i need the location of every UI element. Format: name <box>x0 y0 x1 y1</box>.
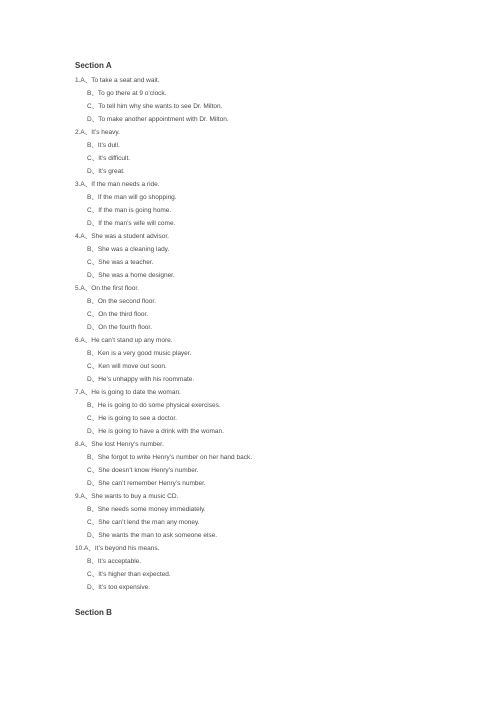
question-number: 3. <box>75 181 81 188</box>
answer-option: C、On the third floor. <box>87 311 149 318</box>
question-1 <box>75 74 475 126</box>
answer-option: D、She can’t remember Henry’s number. <box>87 480 206 487</box>
question-number: 10. <box>75 545 85 552</box>
question-9-first-line <box>75 490 475 503</box>
answer-option: C、If the man is going home. <box>87 207 172 214</box>
question-4-first-line <box>75 230 475 243</box>
answer-option: D、It’s great. <box>87 168 125 175</box>
answer-option: A、She wants to buy a music CD. <box>80 493 179 500</box>
question-9 <box>75 490 475 542</box>
question-3 <box>75 178 475 230</box>
answer-option: A、It’s heavy. <box>80 129 120 136</box>
answer-option: C、She can’t lend the man any money. <box>87 519 200 526</box>
question-8-first-line <box>75 438 475 451</box>
question-number: 5. <box>75 285 81 292</box>
question-2 <box>75 126 475 178</box>
answer-option: C、It’s higher than expected. <box>87 571 171 578</box>
answer-option: D、On the fourth floor. <box>87 324 153 331</box>
answer-option: C、Ken will move out soon. <box>87 363 167 370</box>
answer-option: D、He is going to have a drink with the woman. <box>87 428 224 435</box>
answer-option: C、To tell him why she wants to see Dr. Milton. <box>87 103 223 110</box>
answer-option: B、To go there at 9 o’clock. <box>87 90 167 97</box>
question-4 <box>75 230 475 282</box>
answer-option: D、It’s too expensive. <box>87 584 151 591</box>
answer-option: C、She was a teacher. <box>87 259 154 266</box>
answer-option: C、She doesn’t know Henry’s number. <box>87 467 199 474</box>
question-number: 1. <box>75 77 81 84</box>
question-list <box>75 74 475 594</box>
question-number: 7. <box>75 389 81 396</box>
answer-option: B、On the second floor. <box>87 298 157 305</box>
answer-option: A、If the man needs a ride. <box>80 181 160 188</box>
answer-option: A、He is going to date the woman. <box>80 389 181 396</box>
question-5-first-line <box>75 282 475 295</box>
answer-option: B、She forgot to write Henry’s number on her hand back. <box>87 454 252 461</box>
question-6-first-line <box>75 334 475 347</box>
answer-option: B、He is going to do some physical exercises. <box>87 402 221 409</box>
answer-option: B、It’s acceptable. <box>87 558 142 565</box>
question-3-first-line <box>75 178 475 191</box>
question-number: 8. <box>75 441 81 448</box>
answer-option: A、To take a seat and wait. <box>80 77 160 84</box>
section-a-heading: Section A <box>75 61 112 70</box>
question-number: 2. <box>75 129 81 136</box>
answer-option: C、He is going to see a doctor. <box>87 415 177 422</box>
answer-option: B、She was a cleaning lady. <box>87 246 170 253</box>
question-5 <box>75 282 475 334</box>
answer-option: A、It’s beyond his means. <box>84 545 160 552</box>
question-8 <box>75 438 475 490</box>
question-1-first-line <box>75 74 475 87</box>
question-6 <box>75 334 475 386</box>
answer-option: C、It’s difficult. <box>87 155 131 162</box>
question-2-first-line <box>75 126 475 139</box>
answer-option: A、She was a student advisor. <box>80 233 169 240</box>
answer-option: A、On the first floor. <box>80 285 139 292</box>
question-number: 9. <box>75 493 81 500</box>
answer-option: A、He can’t stand up any more. <box>80 337 173 344</box>
answer-option: D、She wants the man to ask someone else. <box>87 532 218 539</box>
section-b-heading: Section B <box>75 608 112 617</box>
question-7-first-line <box>75 386 475 399</box>
answer-option: A、She lost Henry’s number. <box>80 441 164 448</box>
question-10-first-line <box>75 542 475 555</box>
answer-option: D、He’s unhappy with his roommate. <box>87 376 195 383</box>
answer-option: B、Ken is a very good music player. <box>87 350 192 357</box>
question-number: 4. <box>75 233 81 240</box>
answer-option: D、She was a home designer. <box>87 272 175 279</box>
answer-option: D、If the man’s wife will come. <box>87 220 176 227</box>
answer-option: B、She needs some money immediately. <box>87 506 206 513</box>
answer-option: B、If the man will go shopping. <box>87 194 177 201</box>
question-10 <box>75 542 475 594</box>
answer-option: B、It’s dull. <box>87 142 120 149</box>
answer-option: D、To make another appointment with Dr. Milton. <box>87 116 229 123</box>
question-number: 6. <box>75 337 81 344</box>
question-7 <box>75 386 475 438</box>
